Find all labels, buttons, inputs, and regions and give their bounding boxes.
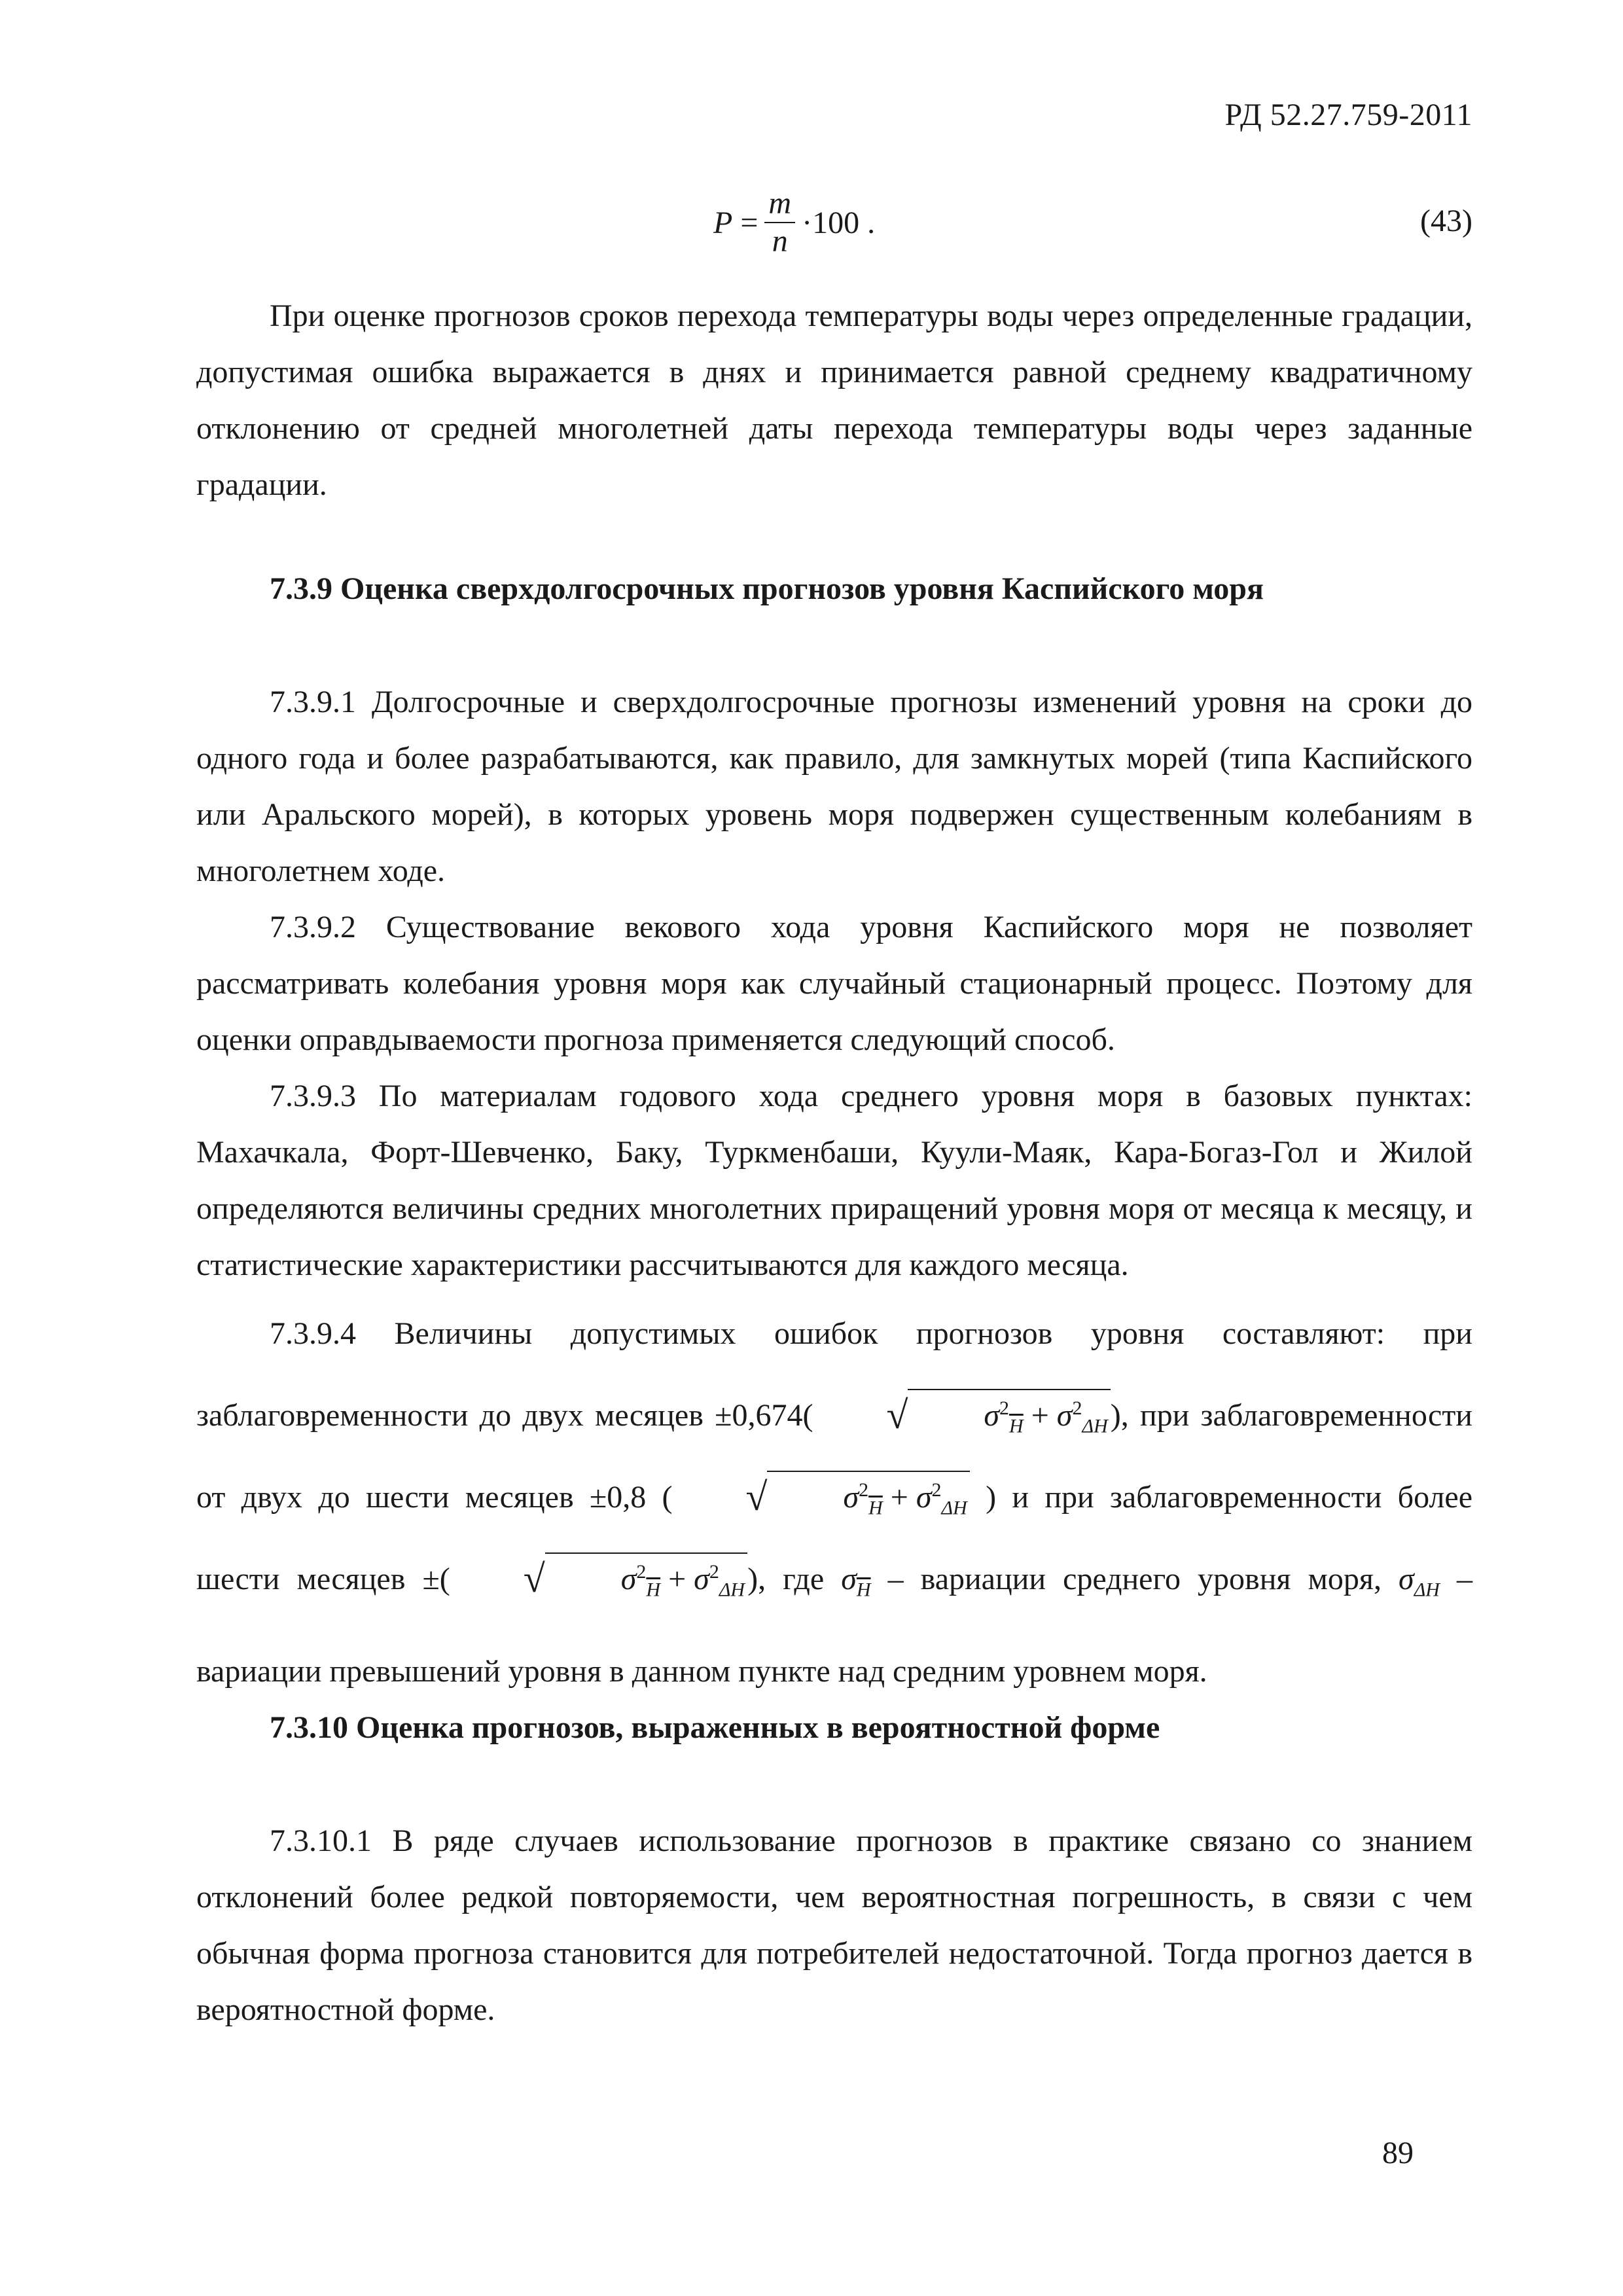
formula-error-over-six-months bbox=[422, 1557, 766, 1601]
formula-fraction bbox=[764, 185, 795, 260]
page-number: 89 bbox=[1382, 2136, 1414, 2170]
close-paren: ) bbox=[986, 1480, 997, 1515]
sigma: σ bbox=[1056, 1398, 1073, 1433]
exponent: 2 bbox=[931, 1479, 942, 1501]
paragraph-7-3-9-4 bbox=[196, 1293, 1472, 1712]
formula-lhs: P bbox=[713, 205, 733, 240]
plus: + bbox=[1031, 1398, 1049, 1433]
square-root bbox=[450, 1538, 747, 1620]
text-fragment: – вариации среднего уровня моря, bbox=[887, 1562, 1399, 1596]
text-fragment: где bbox=[766, 1562, 842, 1596]
text-fragment: при заблаговременности от двух до шести месяцев bbox=[196, 1398, 1472, 1515]
section-7-3-9-body bbox=[196, 674, 1472, 1712]
paragraph-7-3-9-2: 7.3.9.2 Существование векового хода уровня Каспийского моря не позволяет рассматривать колебания уровня моря как случайный стационарный процесс. Поэтому для оценки оправдываемости прогноза применяется следующий способ. bbox=[196, 910, 1472, 1057]
sigma: σ bbox=[1399, 1562, 1414, 1596]
text-fragment: и при заблаговременности более шести месяцев bbox=[196, 1480, 1473, 1596]
paragraph-7-3-10-1: 7.3.10.1 В ряде случаев использование прогнозов в практике связано со знанием отклонений более редкой повторяемости, чем вероятностная погрешность, в связи с чем обычная форма прогноза становится для потребителей недостаточной. Тогда прогноз дается в вероятностной форме. bbox=[196, 1823, 1472, 2027]
exponent: 2 bbox=[1072, 1397, 1082, 1419]
plus: + bbox=[890, 1480, 908, 1515]
paragraph-temperature: При оценке прогнозов сроков перехода температуры воды через определенные градации, допустимая ошибка выражается в днях и принимается равной среднему квадратичному отклонению от средней многолетней даты перехода температуры воды через заданные градации. bbox=[196, 298, 1472, 502]
paragraph-7-3-9-3: 7.3.9.3 По материалам годового хода среднего уровня моря в базовых пунктах: Махачкала, Форт-Шевченко, Баку, Туркменбаши, Куули-Маяк, Кара-Богаз-Гол и Жилой определяются величины средних многолетних приращений уровня моря от месяца к месяцу, и статистические характеристики рассчитываются для каждого месяца. bbox=[196, 1079, 1472, 1282]
plus: + bbox=[668, 1562, 687, 1596]
equation-number: (43) bbox=[1420, 204, 1472, 238]
formula-43 bbox=[196, 180, 1472, 265]
formula-equals: = bbox=[740, 205, 758, 240]
square-root bbox=[813, 1374, 1110, 1456]
section-7-3-10-body bbox=[196, 1813, 1472, 2038]
subscript-dh: ΔH bbox=[1082, 1415, 1108, 1437]
formula-rest: ·100 . bbox=[802, 205, 876, 240]
coefficient: ±0,674( bbox=[715, 1398, 813, 1433]
subscript-h: H bbox=[1009, 1415, 1024, 1437]
radicand bbox=[767, 1471, 969, 1527]
square-root bbox=[673, 1456, 970, 1538]
exponent: 2 bbox=[709, 1561, 719, 1583]
sigma: σ bbox=[984, 1398, 1000, 1433]
close-paren: ), bbox=[747, 1562, 766, 1596]
formula-expression bbox=[713, 180, 875, 265]
sigma: σ bbox=[916, 1480, 932, 1515]
exponent: 2 bbox=[636, 1561, 647, 1583]
radical-sign: √ bbox=[523, 1557, 545, 1600]
paragraph-7-3-9-1: 7.3.9.1 Долгосрочные и сверхдолгосрочные прогнозы изменений уровня на сроки до одного года и более разрабатываются, как правило, для замкнутых морей (типа Каспийского или Аральского морей), в которых уровень моря подвержен существенным колебаниям в многолетнем ходе. bbox=[196, 685, 1472, 888]
subscript-dh: ΔH bbox=[719, 1579, 745, 1601]
sigma: σ bbox=[841, 1562, 857, 1596]
sigma-dh-symbol bbox=[1399, 1562, 1440, 1601]
text-fragment: – вариации превышений уровня в данном пункте над средним уровнем моря. bbox=[196, 1562, 1473, 1689]
sigma: σ bbox=[694, 1562, 709, 1596]
formula-error-two-months bbox=[715, 1393, 1129, 1437]
section-heading-7-3-10: 7.3.10 Оценка прогнозов, выраженных в вероятностной форме bbox=[270, 1710, 1160, 1745]
subscript-h: H bbox=[868, 1497, 883, 1519]
coefficient: ±0,8 ( bbox=[589, 1480, 673, 1515]
sigma: σ bbox=[843, 1480, 859, 1515]
coefficient: ±( bbox=[422, 1562, 450, 1596]
subscript-dh: ΔH bbox=[941, 1497, 967, 1519]
formula-numerator: m bbox=[764, 185, 795, 223]
sigma-h-symbol bbox=[841, 1562, 871, 1601]
close-paren: ), bbox=[1110, 1398, 1129, 1433]
formula-denominator: n bbox=[772, 224, 788, 259]
radicand bbox=[545, 1552, 747, 1609]
formula-error-six-months bbox=[589, 1475, 997, 1519]
subscript-h: H bbox=[646, 1579, 661, 1601]
paragraph-temperature-block bbox=[196, 288, 1472, 513]
section-heading-7-3-9: 7.3.9 Оценка сверхдолгосрочных прогнозов уровня Каспийского моря bbox=[270, 571, 1264, 606]
radicand bbox=[908, 1389, 1110, 1445]
exponent: 2 bbox=[999, 1397, 1010, 1419]
subscript-dh: ΔH bbox=[1414, 1579, 1440, 1601]
document-code: РД 52.27.759-2011 bbox=[1224, 98, 1472, 132]
subscript-h: H bbox=[856, 1579, 871, 1601]
exponent: 2 bbox=[859, 1479, 869, 1501]
sigma: σ bbox=[620, 1562, 637, 1596]
radical-sign: √ bbox=[886, 1393, 908, 1437]
radical-sign: √ bbox=[745, 1475, 768, 1518]
text-fragment: 7.3.9.4 Величины допустимых ошибок прогнозов уровня составляют: при заблаговременности до двух месяцев bbox=[196, 1316, 1472, 1433]
